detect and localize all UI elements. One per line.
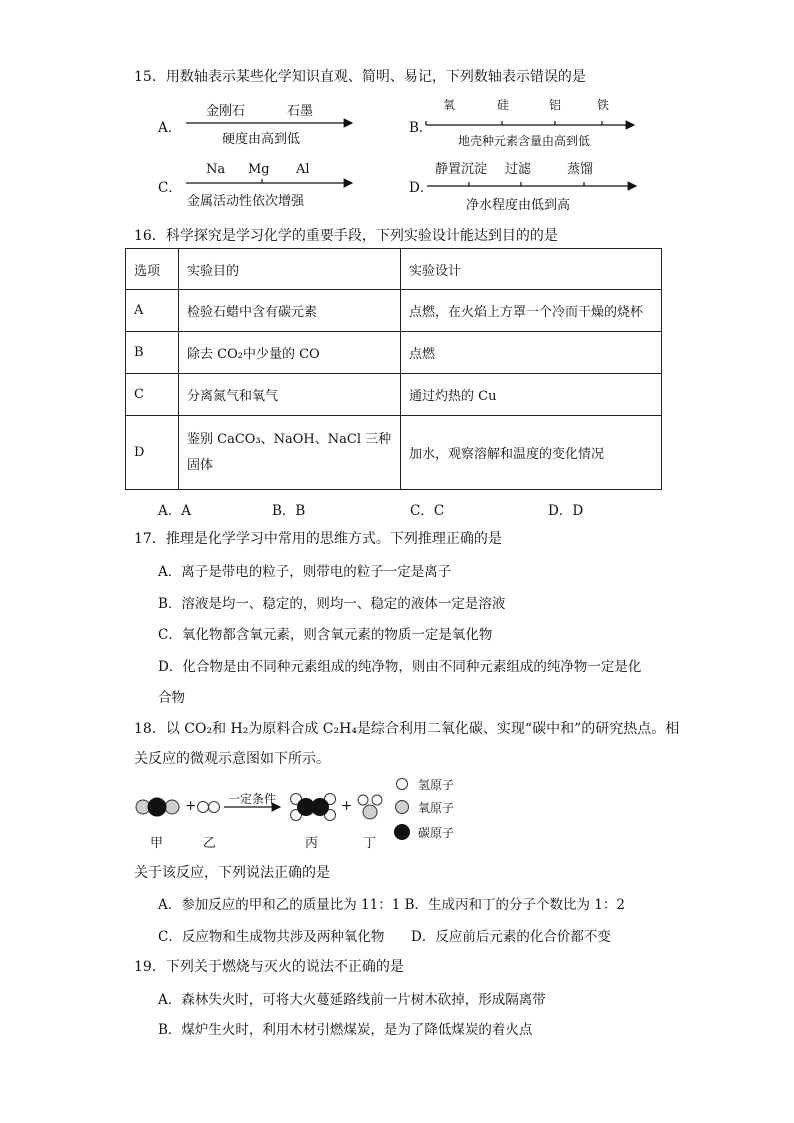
axis-label: 硅 (497, 98, 510, 112)
q18-stem-cont: 关反应的微观示意图如下所示。 (134, 751, 330, 767)
plus-sign: + (341, 798, 353, 814)
legend-symbols (394, 779, 410, 841)
axis-caption: 地壳种元素含量由高到低 (458, 134, 591, 148)
q18-question: 关于该反应，下列说法正确的是 (134, 865, 330, 881)
axis-d (427, 182, 636, 186)
axis-label: Al (296, 162, 310, 177)
molecule-label: 丙 (305, 836, 319, 851)
molecule-label: 乙 (203, 836, 217, 851)
table-row (126, 332, 662, 374)
table-cell: 通过灼热的 Cu (401, 374, 662, 416)
q19-stem: 19．下列关于燃烧与灭火的说法不正确的是 (134, 959, 404, 975)
reaction-condition: 一定条件 (228, 792, 277, 806)
number-axes (0, 0, 794, 230)
header-cell: 实验目的 (179, 249, 401, 290)
reaction-diagram (0, 770, 794, 855)
axis-label: 氧 (443, 98, 456, 112)
option-letter: C． (158, 180, 182, 196)
axis-c (186, 179, 352, 183)
answer-b: B．B (272, 503, 306, 519)
q17-option-c: C．氧化物都含氧元素，则含氧元素的物质一定是氧化物 (158, 627, 493, 643)
answer-d: D．D (548, 503, 584, 519)
option-letter: A． (158, 120, 182, 136)
axis-b (426, 121, 634, 125)
table-cell: C (126, 374, 179, 416)
q17-stem: 17．推理是化学学习中常用的思维方式。下列推理正确的是 (134, 531, 502, 547)
q15-stem: 15．用数轴表示某些化学知识直观、简明、易记，下列数轴表示错误的是 (134, 69, 586, 85)
table-cell: A (126, 290, 179, 332)
axis-label: 静置沉淀 (435, 162, 488, 177)
option-letter: B． (409, 120, 433, 136)
legend-hydrogen: 氢原子 (418, 778, 455, 792)
axis-caption: 金属活动性依次增强 (187, 194, 305, 209)
table-row (126, 374, 662, 416)
experiment-table (125, 248, 662, 490)
header-cell: 选项 (126, 249, 179, 290)
axis-label: Mg (248, 162, 270, 177)
legend-carbon: 碳原子 (418, 826, 455, 840)
plus-sign: + (185, 798, 197, 814)
co2-molecule (136, 798, 179, 816)
q18-option-ab: A．参加反应的甲和乙的质量比为 11：1 B．生成丙和丁的分子个数比为 1：2 (158, 897, 625, 913)
option-letter: D． (409, 180, 434, 196)
q18-option-c: C．反应物和生成物共涉及两种氧化物 (158, 929, 385, 945)
axis-label: 铁 (597, 98, 610, 112)
axis-label: 金刚石 (206, 104, 246, 119)
legend-oxygen: 氧原子 (418, 801, 455, 815)
table-cell: B (126, 332, 179, 374)
c2h4-molecule (291, 794, 336, 821)
axis-label: 蒸馏 (567, 162, 594, 177)
q17-option-b: B．溶液是均一、稳定的，则均一、稳定的液体一定是溶液 (158, 596, 506, 612)
table-row (126, 290, 662, 332)
q17-option-a: A．离子是带电的粒子，则带电的粒子一定是离子 (158, 564, 452, 580)
q19-option-b: B．煤炉生火时，利用木材引燃煤炭，是为了降低煤炭的着火点 (158, 1022, 533, 1038)
q18-option-d: D．反应前后元素的化合价都不变 (411, 929, 611, 945)
table-header-row (126, 249, 662, 290)
answer-a: A．A (158, 503, 191, 519)
axis-label: 石墨 (287, 104, 314, 119)
table-cell: 加水，观察溶解和温度的变化情况 (401, 416, 662, 490)
table-cell: 分离氮气和氧气 (179, 374, 401, 416)
axis-caption: 硬度由高到低 (222, 132, 301, 147)
axis-caption: 净水程度由低到高 (466, 198, 571, 213)
axis-label: 铝 (549, 98, 562, 112)
table-cell: 鉴别 CaCO₃、NaOH、NaCl 三种固体 (179, 416, 401, 490)
axis-label: 过滤 (505, 162, 532, 177)
h2-molecule (198, 802, 220, 813)
q16-stem: 16．科学探究是学习化学的重要手段，下列实验设计能达到目的的是 (134, 228, 558, 244)
table-cell: 检验石蜡中含有碳元素 (179, 290, 401, 332)
table-cell: 除去 CO₂中少量的 CO (179, 332, 401, 374)
molecule-label: 丁 (363, 836, 377, 851)
q19-option-a: A．森林失火时，可将大火蔓延路线前一片树木砍掉，形成隔离带 (158, 992, 546, 1008)
molecule-label: 甲 (150, 836, 164, 851)
table-cell: 点燃，在火焰上方罩一个冷而干燥的烧杯 (401, 290, 662, 332)
table-cell: D (126, 416, 179, 490)
answer-c: C．C (410, 503, 445, 519)
table-cell: 点燃 (401, 332, 662, 374)
table-row (126, 416, 662, 490)
header-cell: 实验设计 (401, 249, 662, 290)
q17-option-d: D．化合物是由不同种元素组成的纯净物，则由不同种元素组成的纯净物一定是化 (158, 659, 642, 675)
h2o-molecule (358, 795, 382, 819)
axis-label: Na (206, 162, 226, 177)
q18-stem: 18．以 CO₂和 H₂为原料合成 C₂H₄是综合利用二氧化碳、实现“碳中和”的研究热点。相 (134, 721, 680, 737)
q17-option-d-cont: 合物 (158, 690, 185, 706)
